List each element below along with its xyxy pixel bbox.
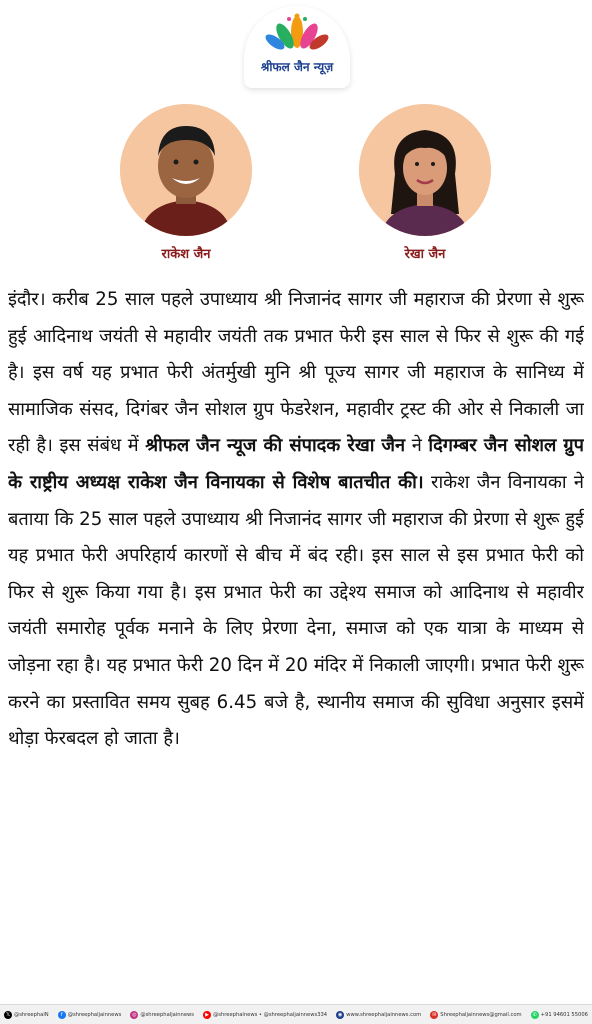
footer-item-youtube[interactable]: ▶ @shreephalnews • @shreephaljainnews334 (203, 1011, 327, 1019)
article-body (8, 282, 584, 992)
person-name-rekha: रेखा जैन (404, 247, 446, 262)
youtube-icon: ▶ (203, 1011, 211, 1019)
email-icon: ✉ (432, 1011, 437, 1018)
avatar-rakesh (120, 104, 252, 236)
footer-item-x[interactable]: 𝕏 @shreephalN (5, 1011, 49, 1018)
footer-item-email[interactable]: ✉ Shreephaljainnews@gmail.com (432, 1011, 522, 1018)
lotus-logo-icon (265, 12, 329, 56)
web-icon: ◉ (338, 1011, 343, 1018)
x-icon: 𝕏 (5, 1011, 11, 1018)
article-text-2: ने (405, 435, 429, 457)
footer-item-whatsapp[interactable]: ✆ +91 94601 55006 (532, 1011, 588, 1018)
brand-name: श्रीफल जैन न्यूज़ (260, 60, 334, 74)
article-text-3: राकेश जैन विनायका ने बताया कि 25 साल पहले उपाध्याय श्री निजानंद सागर जी महाराज की प्रेरणा से शुरू हुई यह प्रभात फेरी अपरिहार्य कारणों से बीच में बंद रही। इस साल से इस प्रभात फेरी को फिर से शुरू किया गया है। इस प्रभात फेरी का उद्देश्य समाज को आदिनाथ से महावीर जयंती समारोह पूर्वक मनाने के लिए प्रेरणा देना, समाज को एक यात्रा के माध्यम से जोड़ना रहा है। यह प्रभात फेरी 20 दिन में 20 मंदिर में निकाली जाएगी। प्रभात फेरी शुरू करने का प्रस्तावित समय सुबह 6.45 बजे है, स्थानीय समाज की सुविधा अनुसार इसमें थोड़ा फेरबदल हो जाता है। (8, 471, 584, 750)
avatar-rekha (359, 104, 491, 236)
whatsapp-icon: ✆ (532, 1011, 537, 1018)
brand-logo (244, 6, 350, 88)
footer-item-instagram[interactable]: ◎ @shreephaljainnews (132, 1011, 194, 1018)
article-bold-editor: श्रीफल जैन न्यूज की संपादक रेखा जैन (145, 435, 406, 457)
facebook-icon: f (58, 1011, 66, 1019)
man-portrait-icon (120, 104, 252, 236)
article-bold-president: दिगम्बर जैन सोशल ग्रुप के राष्ट्रीय अध्यक्ष राकेश जैन विनायका से विशेष बातचीत की। (8, 435, 584, 493)
person-name-rakesh: राकेश जैन (161, 247, 211, 262)
person-rekha (359, 104, 491, 262)
footer-item-web[interactable]: ◉ www.shreephaljainnews.com (338, 1011, 422, 1018)
footer-item-facebook[interactable]: f @shreephaljainnews (58, 1011, 122, 1019)
person-rakesh (120, 104, 252, 262)
article-text-1: इंदौर। करीब 25 साल पहले उपाध्याय श्री निजानंद सागर जी महाराज की प्रेरणा से शुरू हुई आदिनाथ जयंती से महावीर जयंती तक प्रभात फेरी इस साल से फिर से शुरू की गई है। इस वर्ष यह प्रभात फेरी अंतर्मुखी मुनि श्री पूज्य सागर जी महाराज के सानिध्य में सामाजिक संसद, दिगंबर जैन सोशल ग्रुप फेडरेशन, महावीर ट्रस्ट की ओर से निकाली जा रही है। इस संबंध में (8, 289, 584, 457)
instagram-icon: ◎ (132, 1011, 137, 1018)
social-footer (0, 1004, 592, 1024)
woman-portrait-icon (359, 104, 491, 236)
